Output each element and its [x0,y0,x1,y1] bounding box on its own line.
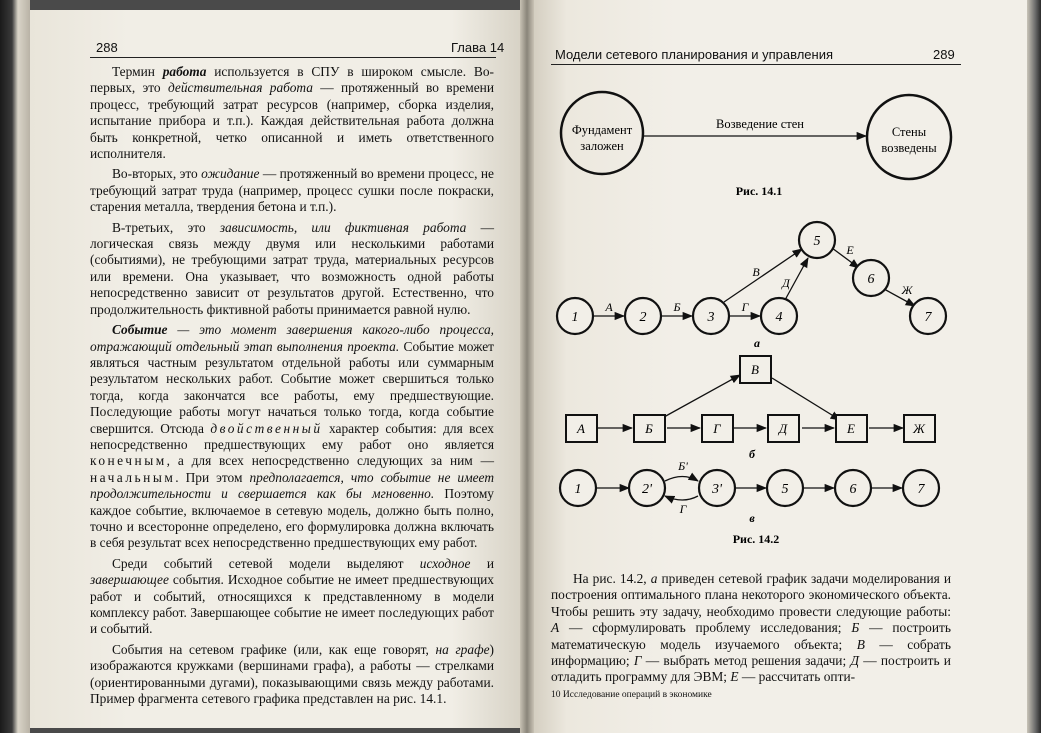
fig-14-1 [561,92,951,198]
node-b-A-label: А [577,421,585,436]
text-run: Событие [112,322,168,338]
text-run: и [470,555,494,571]
text-run: — выбрать метод решения задачи; [641,653,851,669]
right-running-head: Модели сетевого планирования и управления [555,47,834,62]
node-v-5-label: 5 [781,482,789,497]
fig-14-2-v [560,459,939,525]
fig-14-2-b [566,356,935,461]
text-run: события. Исходное событие не имеет предшествующих работ и событий, относящихся к представленному в модели комплексу работ. Завершающее событие не имеет последующих работ и событий. [90,572,494,637]
text-run: Г [633,653,642,669]
text-run: На рис. 14.2, [573,571,651,586]
text-run: начальным [90,469,176,485]
node-foundation-line1: Фундамент [571,123,633,137]
edge-b-B-V [664,375,740,417]
node-b-B-label: Б [645,421,653,436]
right-page-number: 289 [933,47,955,62]
edge-v-B-prime [665,477,698,482]
node-a-4-label: 4 [775,310,783,325]
edge-b-V-E [772,378,840,420]
text-run: Термин [112,64,163,79]
text-run: работа [162,64,207,79]
node-b-D-label: Д [778,421,788,436]
text-run: — собрать информацию; [551,636,951,669]
node-a-5-label: 5 [813,234,821,249]
node-v-2p-label: 2' [642,482,652,497]
node-v-6-label: 6 [849,482,857,497]
fig-14-2-a [557,222,946,350]
node-a-1-label: 1 [571,310,579,325]
text-run: — это момент завершения какого-либо процесса, отражающий отдельный этап выполнения проекта. [90,322,494,354]
text-run: ожидание [201,166,260,182]
text-run: используется в СПУ в широком смысле. Во-первых, это [90,64,494,96]
node-b-E-label: Е [847,421,855,436]
text-run: Среди событий сетевой модели выделяют [112,555,420,571]
text-run: Событие может являться частным результатом отдельной работы или суммарным результатом нескольких работ. Событие может свершиться только тогда, когда закончатся все работы, ему предшествующие. Последующие работы могут начаться только тогда, когда событие свершится. Отсюда [90,338,494,436]
node-b-V-label: В [751,362,759,377]
text-run: Поэтому каждое событие, включаемое в сетевую модель, должно быть полно, точно и всесторонне определено, его формулировка должна включать в себя результат всех непосредственно предшествующих ему работ. [90,486,494,551]
text-run: двойственный [210,420,323,436]
edge-v-G [665,496,698,500]
node-v-1-label: 1 [574,482,582,497]
text-run: А [551,620,560,636]
text-run: , а для всех непосредственно следующих за ним — [166,453,494,469]
text-run: . При этом [175,469,250,485]
edge-v-B-prime-label: Б' [678,459,688,473]
text-run: характер события: для всех непосредственно предшествующих ему работ оно является [90,420,494,452]
text-run: Е [730,669,739,685]
node-foundation-line2: заложен [580,139,624,153]
text-run: В-третьих, это [112,219,220,235]
edge-a-A-label: А [605,300,613,314]
node-a-7-label: 7 [924,310,932,325]
text-run: — построить математическую модель изучаемого объекта; [551,620,952,652]
text-run: — рассчитать опти- [738,669,856,685]
fig-v-sublabel: в [749,511,755,525]
right-body-text [551,571,951,686]
paragraph [551,571,951,686]
text-run: — логическая связь между двумя или несколькими работами (событиями), не требующими затрат труда, материальных ресурсов или времени. Она указывает, что возможность одной работы непосредственно зависит от результатов другой. Естественно, что продолжительность фиктивной работы принимается равной нулю. [90,219,494,317]
node-walls-line1: Стены [891,125,927,139]
node-b-Zh-label: Ж [913,421,925,436]
text-run: завершающее [90,572,169,588]
text-run: Д [850,653,859,669]
edge-a-V-label: В [752,265,760,279]
text-run: зависимость, или фиктивная работа [219,219,467,235]
edge-a-V [724,249,802,302]
node-a-6-label: 6 [867,272,875,287]
text-run: Во-вторых, это [112,166,202,182]
text-run: а [650,571,658,586]
text-run: конечным [90,453,167,469]
edge-a-Zh-label: Ж [901,283,913,297]
fig-14-1-caption: Рис. 14.1 [735,184,783,198]
edge-v-G-label: Г [679,502,687,516]
text-run: — построить и отладить программу для ЭВМ; [551,653,951,685]
edge-a-D-label: Д [782,276,790,290]
text-run: — протяженный во времени процесс, не требующий затрат труда (например, процесс сушки после покраски, старения металла, твердения бетона и т.п.). [90,166,495,215]
text-run: действительная работа [167,80,313,96]
left-page-number: 288 [96,40,118,55]
text-run: на графе [435,641,490,657]
edge-a-G-label: Г [741,300,749,314]
fig-14-2-caption: Рис. 14.2 [732,532,780,546]
arrow-build-walls-label: Возведение стен [716,117,804,131]
node-walls-line2: возведены [881,141,937,155]
node-v-7-label: 7 [917,482,925,497]
text-run: — сформулировать проблему исследования; [559,620,852,636]
text-run: приведен сетевой график задачи моделирования и построения оптимального плана некоторого экономического объекта. Чтобы решить эту задачу, необходимо провести следующие работы: [551,571,952,619]
node-b-G-label: Г [713,421,721,436]
edge-a-B-label: Б [673,300,681,314]
text-run: — протяженный во времени процесс, требующий затрат ресурсов (например, сборка изделия, испытание прибора и т.п.). Каждая действительная работа должна быть конкретной, четко описанной и иметь ответственного исполнителя. [90,80,495,162]
fig-b-sublabel: б [749,447,755,461]
edge-a-E-label: Е [846,243,854,257]
text-run: События на сетевом графике (или, как еще говорят, [112,641,436,657]
text-run: В [856,636,865,652]
text-run: ) изображаются кружками (вершинами графа), а работы — стрелками (ориентированными дугами), показывающими связь между работами. Пример фрагмента сетевого графика представлен на рис. 14.1. [90,641,494,707]
node-v-3p-label: 3' [712,482,722,497]
page-footer-note: 10 Исследование операций в экономике [551,690,712,700]
text-run: исходное [419,555,471,571]
node-a-2-label: 2 [639,310,647,325]
node-a-3-label: 3 [707,310,715,325]
fig-a-sublabel: а [754,336,760,350]
text-run: Б [851,620,860,636]
left-running-head: Глава 14 [451,40,505,55]
text-run: предполагается, что событие не имеет продолжительности и свершается как бы мгновенно. [90,469,494,502]
